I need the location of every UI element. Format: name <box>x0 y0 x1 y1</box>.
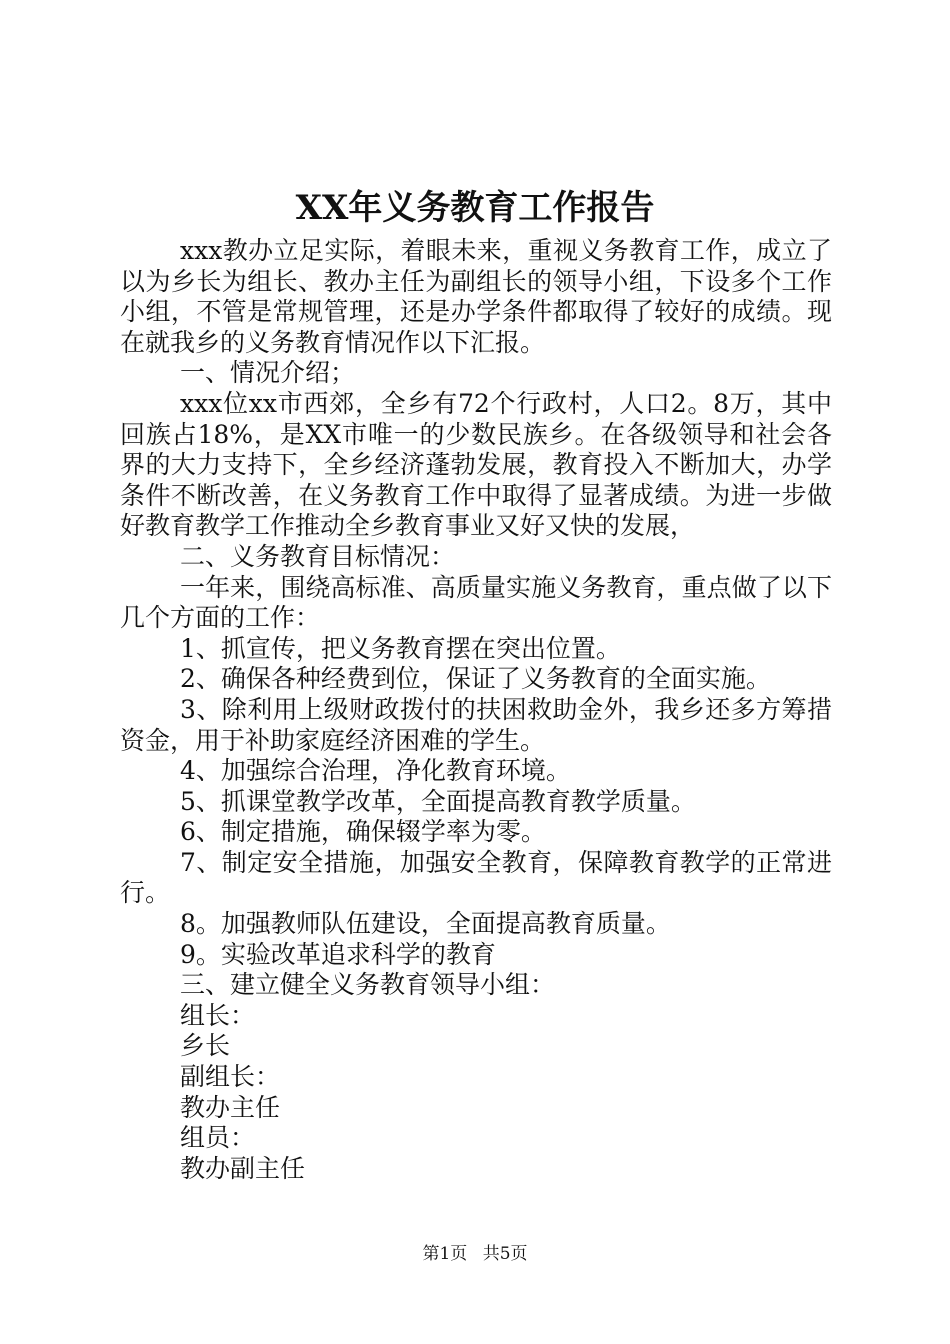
list-item-3: 3、除利用上级财政拨付的扶困救助金外，我乡还多方筹措资金，用于补助家庭经济困难的学生。 <box>120 694 832 755</box>
paragraph-situation: xxx位xx市西郊，全乡有72个行政村，人口2。8万，其中回族占18%，是XX市唯一的少数民族乡。在各级领导和社会各界的大力支持下，全乡经济蓬勃发展，教育投入不断加大，办学条件不断改善，在义务教育工作中取得了显著成绩。为进一步做好教育教学工作推动全乡教育事业又好又快的发展， <box>120 388 832 541</box>
list-item-7: 7、制定安全措施，加强安全教育，保障教育教学的正常进行。 <box>120 847 832 908</box>
list-item-5: 5、抓课堂教学改革，全面提高教育教学质量。 <box>180 786 696 816</box>
page-total: 共5页 <box>482 1244 528 1264</box>
document-title: XX年义务教育工作报告 <box>295 188 655 228</box>
page-footer <box>0 1242 950 1266</box>
list-item-4: 4、加强综合治理，净化教育环境。 <box>180 756 571 786</box>
role-deputy-value: 教办主任 <box>180 1092 281 1122</box>
heading-situation: 一、情况介绍； <box>180 358 356 388</box>
list-item-6: 6、制定措施，确保辍学率为零。 <box>180 817 546 847</box>
list-item-1: 1、抓宣传，把义务教育摆在突出位置。 <box>180 633 621 663</box>
role-deputy-label: 副组长： <box>180 1062 281 1092</box>
paragraph-goals: 一年来，围绕高标准、高质量实施义务教育，重点做了以下几个方面的工作： <box>120 572 832 633</box>
page-number: 第1页 <box>422 1244 468 1264</box>
list-item-2: 2、确保各种经费到位，保证了义务教育的全面实施。 <box>180 664 771 694</box>
paragraph-intro: xxx教办立足实际，着眼未来，重视义务教育工作，成立了以为乡长为组长、教办主任为副组长的领导小组，下设多个工作小组，不管是常规管理，还是办学条件都取得了较好的成绩。现在就我乡的义务教育情况作以下汇报。 <box>120 236 832 357</box>
role-member-value: 教办副主任 <box>180 1153 306 1183</box>
heading-leadership: 三、建立健全义务教育领导小组： <box>180 970 556 1000</box>
role-member-label: 组员： <box>180 1123 256 1153</box>
document-body <box>120 236 832 1184</box>
list-item-9: 9。实验改革追求科学的教育 <box>180 939 496 969</box>
role-leader-label: 组长： <box>180 1000 256 1030</box>
list-item-8: 8。加强教师队伍建设，全面提高教育质量。 <box>180 909 671 939</box>
heading-goals: 二、义务教育目标情况： <box>180 541 456 571</box>
role-leader-value: 乡长 <box>180 1031 231 1061</box>
